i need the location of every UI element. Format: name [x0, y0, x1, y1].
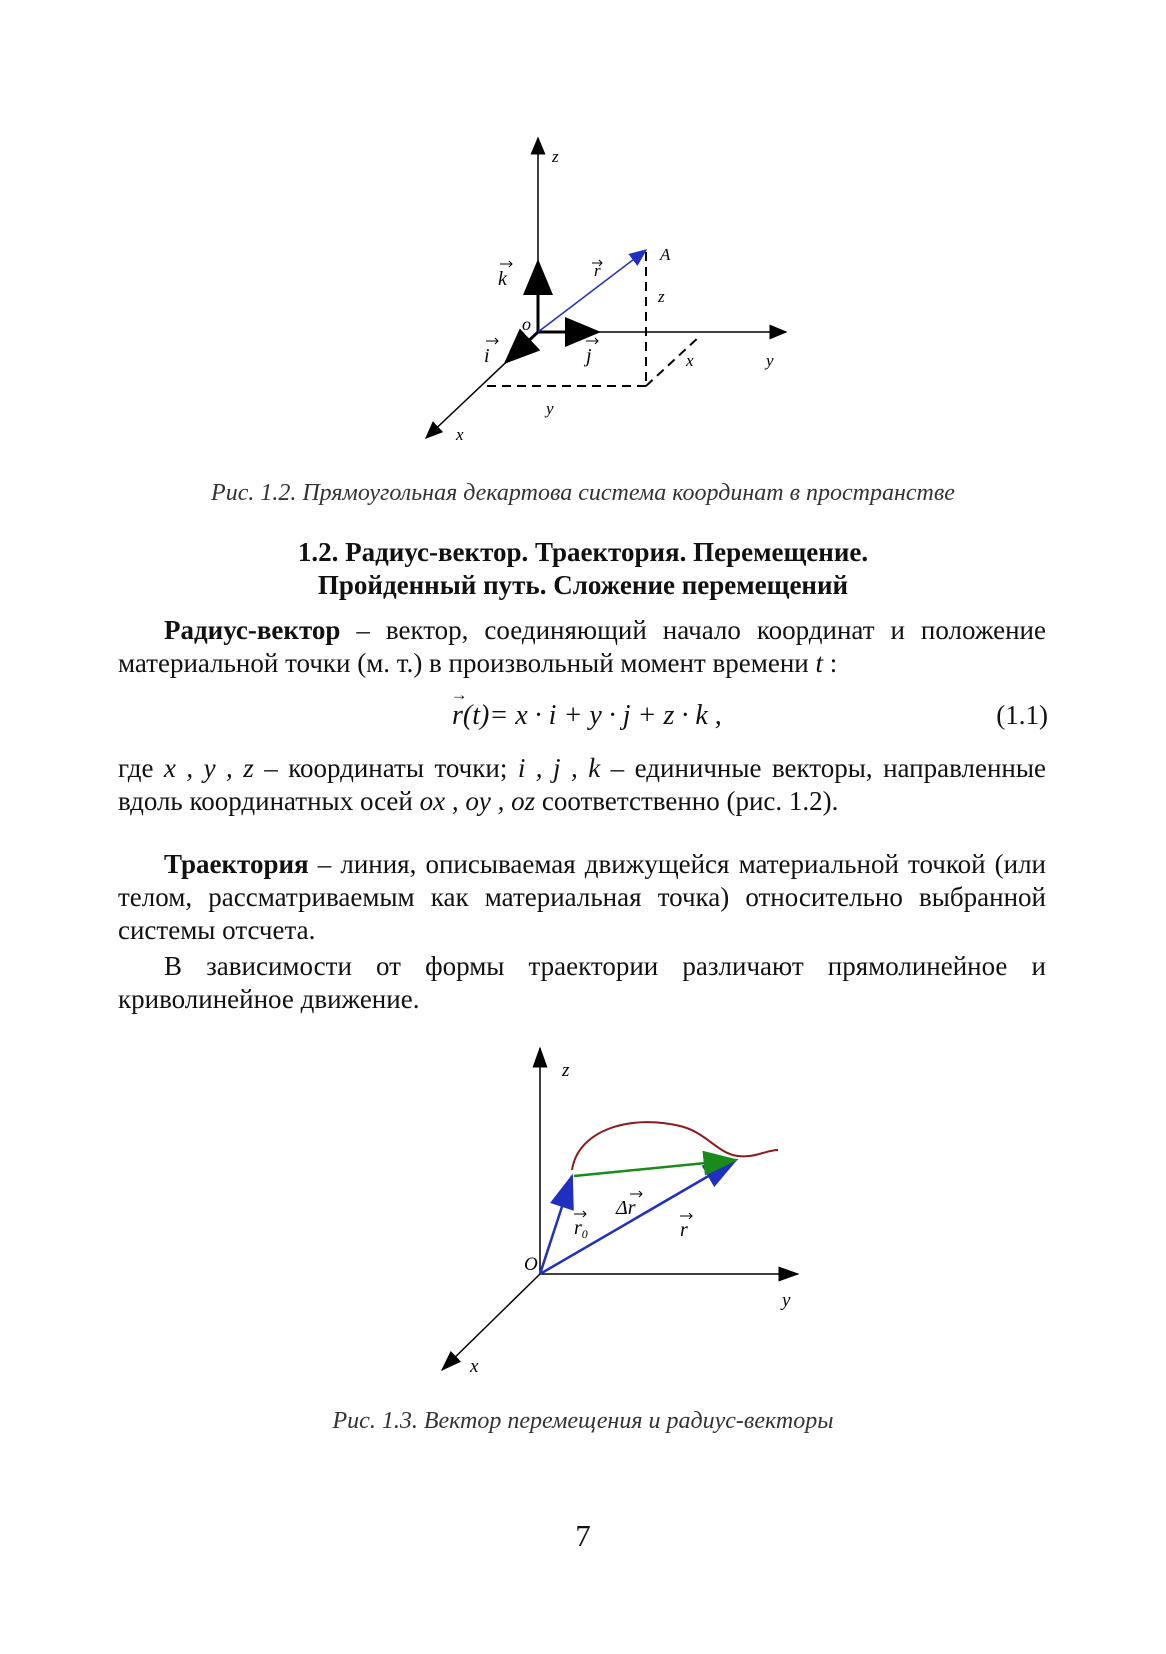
term-trajectory: Траектория — [164, 849, 309, 879]
para3-text: – линия, описываемая движущейся материальной точкой (или телом, рассматриваемым как материальная точка) относительно выбранной системы отсчета. — [118, 849, 1046, 945]
trajectory-curve — [572, 1122, 778, 1170]
paragraph-coordinates — [118, 752, 1046, 818]
label-dim-z: z — [658, 287, 665, 306]
label-j: j — [586, 345, 592, 367]
para4-text: В зависимости от формы траектории различают прямолинейное и криволинейное движение. — [118, 951, 1046, 1014]
para1-end: : — [823, 648, 838, 678]
page-number: 7 — [575, 1518, 591, 1553]
fig2-label-z: z — [562, 1060, 570, 1081]
projection-dashes — [484, 252, 700, 386]
fig2-label-r0-sub: 0 — [581, 1227, 588, 1241]
para2-vars: x , y , z — [163, 753, 254, 783]
label-dim-y: y — [546, 399, 554, 418]
figure-cartesian-axes — [0, 0, 1166, 460]
paragraph-radius-vector — [118, 614, 1046, 680]
fig2-label-o: O — [524, 1254, 538, 1275]
para1-text: – вектор, соединяющий начало координат и положение материальной точки (м. т.) в произвольный момент времени — [118, 615, 1046, 678]
para2-lead: где — [118, 753, 164, 783]
para2-axes: ox , oy , oz — [419, 786, 536, 816]
fig2-label-r: r — [680, 1219, 688, 1241]
label-o: o — [522, 314, 531, 334]
figure1-caption: Рис. 1.2. Прямоугольная декартова система координат в пространстве — [211, 480, 955, 506]
formula-1-1: → r(t)= x · i + y · j + z · k , (1.1) — [0, 700, 1166, 740]
formula-rhs: = x · i + y · j + z · k , — [489, 700, 722, 731]
paragraph-trajectory — [118, 848, 1046, 947]
section-title-line1: 1.2. Радиус-вектор. Траектория. Перемещение. — [297, 537, 869, 567]
figure2-caption: Рис. 1.3. Вектор перемещения и радиус-векторы — [332, 1408, 834, 1434]
unit-i-vector — [506, 332, 538, 362]
para2-text3: соответственно (рис. 1.2). — [535, 786, 839, 816]
label-y: y — [766, 351, 774, 370]
label-z: z — [552, 147, 559, 166]
fig2-label-dr: Δr — [616, 1197, 636, 1219]
arrow-over-i — [486, 338, 498, 344]
label-A: A — [660, 245, 671, 264]
label-x: x — [456, 425, 464, 444]
figure-displacement — [0, 1030, 1166, 1390]
para1-var: t — [815, 648, 824, 678]
para2-units: i , j , k — [517, 753, 601, 783]
term-radius-vector: Радиус-вектор — [164, 615, 341, 645]
formula-t: t — [472, 700, 481, 731]
label-dim-x: x — [686, 351, 694, 370]
fig2-label-r0 — [574, 1217, 588, 1241]
para2-text1: – координаты точки; — [253, 753, 518, 783]
section-title-line2: Пройденный путь. Сложение перемещений — [317, 570, 849, 600]
section-title — [0, 536, 1166, 602]
arrow-over-k — [500, 261, 512, 267]
label-i: i — [484, 345, 490, 367]
fig2-label-x: x — [470, 1356, 479, 1377]
label-k: k — [498, 268, 507, 290]
fig2-label-r0-main: r — [574, 1217, 582, 1239]
arrow-over-j — [586, 338, 598, 344]
fig2-label-y: y — [782, 1290, 791, 1311]
radius-vector-r — [538, 250, 646, 332]
para2-text2: – единичные векторы, направленные вдоль координатных осей — [118, 753, 1046, 816]
formula-r: → r — [452, 700, 463, 732]
formula-number: (1.1) — [996, 700, 1048, 730]
paragraph-motion-types — [118, 950, 1046, 1016]
fig2-x-axis — [442, 1274, 540, 1370]
radius-vector-r — [540, 1160, 736, 1274]
label-r: r — [594, 261, 601, 280]
